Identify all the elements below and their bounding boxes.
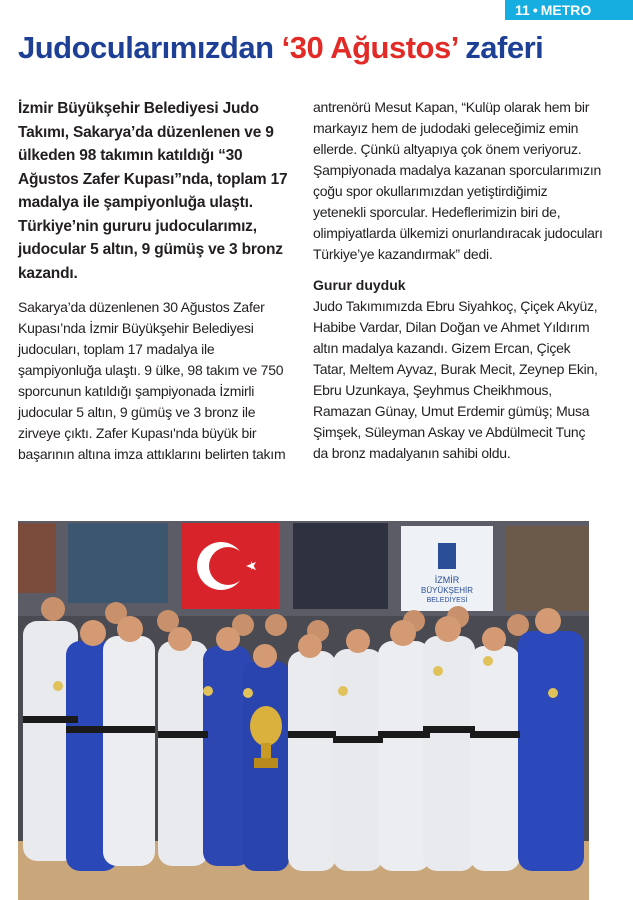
headline-part-3: zaferi: [465, 30, 544, 65]
trophy: [250, 706, 282, 768]
left-column: [18, 97, 288, 465]
headline-part-2: ‘30 Ağustos’: [281, 30, 458, 65]
poster-right: [505, 526, 589, 611]
separator-dot: •: [532, 2, 538, 18]
banner-text-1: İZMİR: [434, 575, 460, 585]
section-name: METRO: [540, 2, 592, 18]
article-subhead: Gurur duyduk: [313, 277, 406, 293]
page-number: 11: [515, 2, 530, 18]
headline: [18, 28, 623, 68]
article-body-2: antrenörü Mesut Kapan, “Kulüp olarak hem bir markayız hem de judodaki geleceğimiz emin ellerde. Çünkü altyapıya çok önem veriyoruz. Şampiyonada madalya kazanan sporcularımızın çoğu spor okullarımızdan yetiştirdiğimiz yetenekli sporcular. Hedeflerimizin biri de, olimpiyatlarda ülkemizi onurlandıracak judocuları Türkiye’ye kazandırmak” dedi.: [313, 99, 603, 262]
banner-text-3: BELEDİYESİ: [426, 597, 468, 604]
team-photo-illustration: [18, 521, 589, 900]
article-lead: İzmir Büyükşehir Belediyesi Judo Takımı, Sakarya’da düzenlenen ve 9 ülkeden 98 takımın katıldığı “30 Ağustos Zafer Kupası”nda, toplam 17 madalya ile şampiyonluğa ulaştı. Türkiye’nin gururu judocularımız, judocular 5 altın, 9 gümüş ve 3 bronz kazandı.: [18, 100, 288, 282]
article-body-3: Judo Takımımızda Ebru Siyahkoç, Çiçek Akyüz, Habibe Vardar, Dilan Doğan ve Ahmet Yıldırım altın madalya kazandı. Gizem Ercan, Çiçek Tatar, Meltem Ayvaz, Burak Mecit, Zeynep Ekin, Ebru Uzunkaya, Şeyhmus Cheikhmous, Ramazan Günay, Umut Erdemir gümüş; Musa Şimşek, Süleyman Askay ve Abdülmecit Tunç da bronz madalyanın sahibi oldu.: [313, 298, 598, 461]
article-body-1: Sakarya’da düzenlenen 30 Ağustos Zafer Kupası’nda İzmir Büyükşehir Belediyesi judocuları, toplam 17 madalya ile şampiyonluğa ulaştı. 9 ülke, 98 takım ve 750 sporcunun katıldığı şampiyonada İzmirli judocular 5 altın, 9 gümüş ve 3 bronz ile zirveye çıktı. Zafer Kupası'nda büyük bir başarının altına imza attıklarını belirten takım: [18, 299, 286, 462]
ataturk-portrait: [293, 523, 388, 609]
headline-part-1: Judocularımızdan: [18, 30, 274, 65]
right-column: [313, 97, 603, 464]
banner-text-2: BÜYÜKŞEHİR: [420, 586, 474, 595]
poster-crowd: [68, 523, 168, 603]
poster-left: [18, 523, 56, 593]
page-badge: [505, 0, 633, 20]
team-photo: [18, 521, 589, 900]
